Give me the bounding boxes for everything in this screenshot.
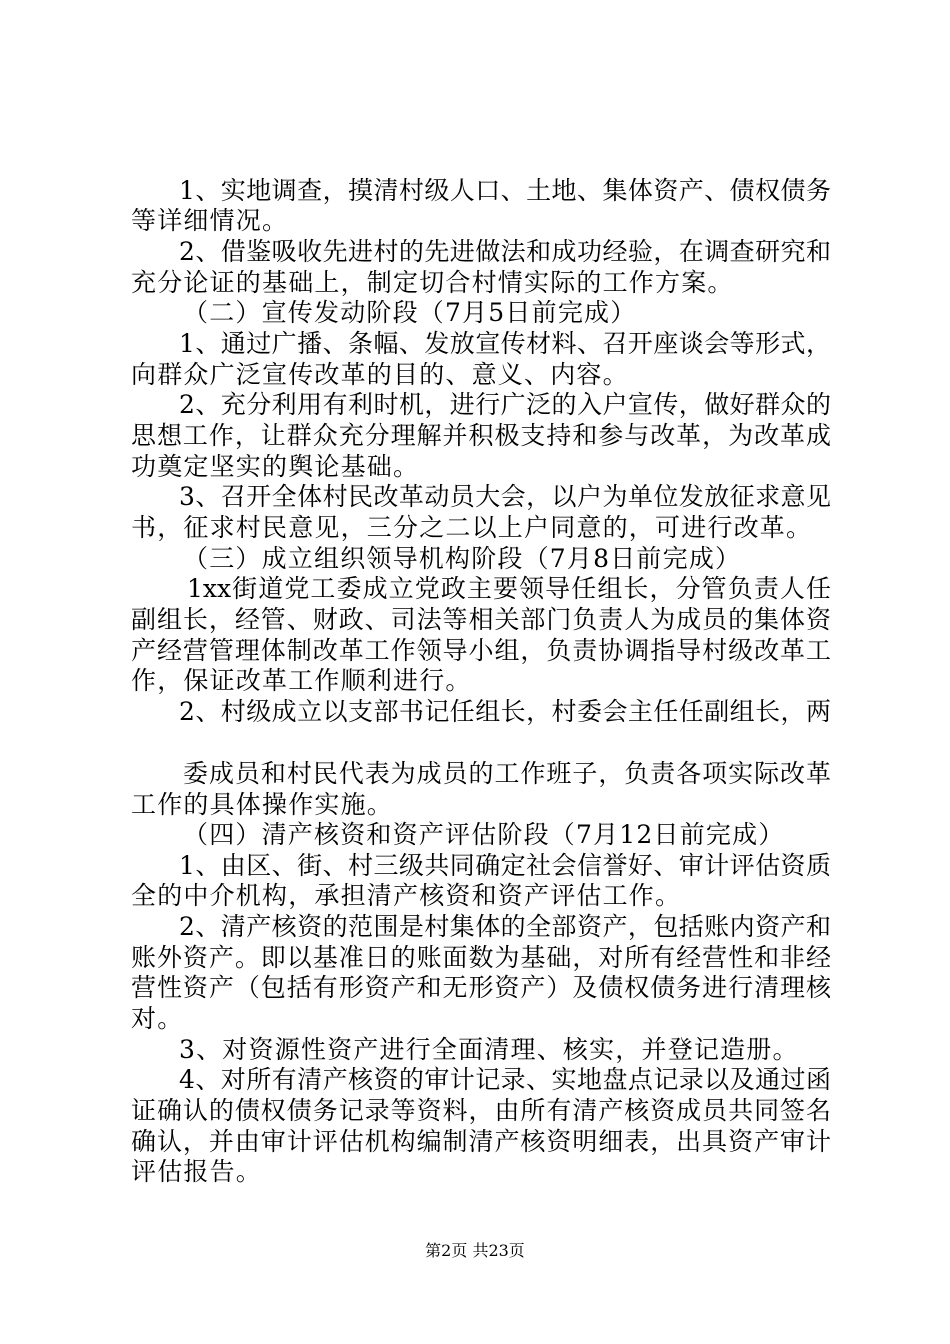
section-heading: （三）成立组织领导机构阶段（7月8日前完成） bbox=[183, 544, 742, 573]
paragraph-line: 等详细情况。 bbox=[131, 206, 289, 235]
paragraph-line: 委成员和村民代表为成员的工作班子，负责各项实际改革 bbox=[183, 759, 831, 788]
paragraph-line: 1、由区、街、村三级共同确定社会信誉好、审计评估资质 bbox=[179, 851, 831, 880]
paragraph-line: 副组长，经管、财政、司法等相关部门负责人为成员的集体资 bbox=[131, 605, 831, 634]
paragraph-line: 2、借鉴吸收先进村的先进做法和成功经验，在调查研究和 bbox=[179, 237, 831, 266]
paragraph-line: 1、实地调查，摸清村级人口、土地、集体资产、债权债务 bbox=[179, 176, 831, 205]
paragraph-line: 对。 bbox=[131, 1004, 184, 1033]
paragraph-line: 1xx街道党工委成立党政主要领导任组长，分管负责人任 bbox=[187, 574, 831, 603]
paragraph-line: 4、对所有清产核资的审计记录、实地盘点记录以及通过函 bbox=[179, 1065, 831, 1094]
paragraph-line: 产经营管理体制改革工作领导小组，负责协调指导村级改革工 bbox=[131, 636, 831, 665]
paragraph-line: 向群众广泛宣传改革的目的、意义、内容。 bbox=[131, 360, 629, 389]
section-heading: （四）清产核资和资产评估阶段（7月12日前完成） bbox=[183, 820, 785, 849]
paragraph-line: 3、召开全体村民改革动员大会，以户为单位发放征求意见 bbox=[179, 482, 831, 511]
paragraph-line: 2、村级成立以支部书记任组长，村委会主任任副组长，两 bbox=[179, 697, 831, 726]
paragraph-line: 书，征求村民意见，三分之二以上户同意的，可进行改革。 bbox=[131, 513, 813, 542]
paragraph-line: 2、充分利用有利时机，进行广泛的入户宣传，做好群众的 bbox=[179, 390, 831, 419]
section-heading: （二）宣传发动阶段（7月5日前完成） bbox=[183, 298, 637, 327]
paragraph-line: 功奠定坚实的舆论基础。 bbox=[131, 452, 420, 481]
page-footer: 第2页 共23页 bbox=[425, 1241, 525, 1260]
paragraph-line: 全的中介机构，承担清产核资和资产评估工作。 bbox=[131, 881, 682, 910]
paragraph-line: 确认，并由审计评估机构编制清产核资明细表，出具资产审计 bbox=[131, 1127, 831, 1156]
paragraph-line: 充分论证的基础上，制定切合村情实际的工作方案。 bbox=[131, 268, 734, 297]
paragraph-line: 思想工作，让群众充分理解并积极支持和参与改革，为改革成 bbox=[131, 421, 831, 450]
paragraph-line: 营性资产（包括有形资产和无形资产）及债权债务进行清理核 bbox=[131, 973, 831, 1002]
paragraph-line: 2、清产核资的范围是村集体的全部资产，包括账内资产和 bbox=[179, 912, 831, 941]
paragraph-line: 1、通过广播、条幅、发放宣传材料、召开座谈会等形式， bbox=[179, 329, 831, 358]
paragraph-line: 证确认的债权债务记录等资料，由所有清产核资成员共同签名 bbox=[131, 1096, 831, 1125]
paragraph-line: 评估报告。 bbox=[131, 1157, 263, 1186]
paragraph-line: 3、对资源性资产进行全面清理、核实，并登记造册。 bbox=[179, 1035, 799, 1064]
paragraph-line: 作，保证改革工作顺利进行。 bbox=[131, 666, 472, 695]
paragraph-line: 工作的具体操作实施。 bbox=[131, 790, 394, 819]
paragraph-line: 账外资产。即以基准日的账面数为基础，对所有经营性和非经 bbox=[131, 943, 831, 972]
